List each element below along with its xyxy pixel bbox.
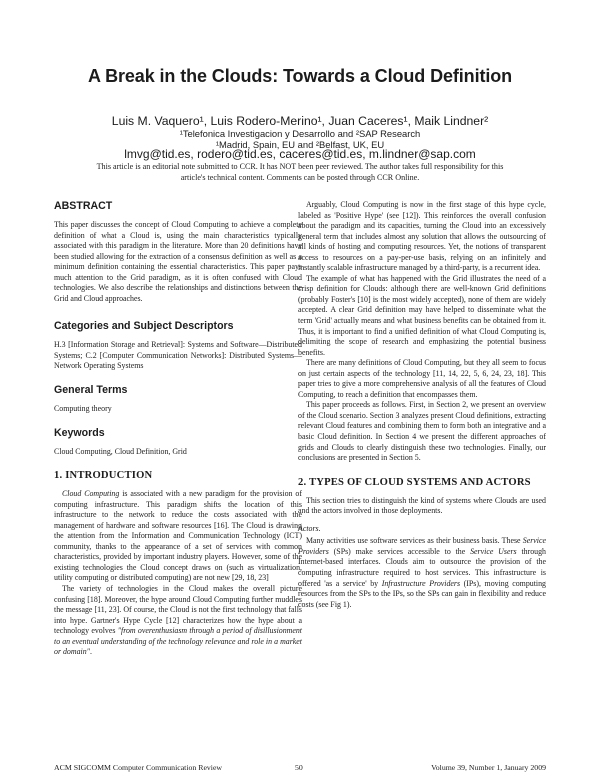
paper-title: A Break in the Clouds: Towards a Cloud Definition <box>87 66 513 86</box>
author-list: Luis M. Vaquero¹, Luis Rodero-Merino¹, Juan Caceres¹, Maik Lindner² <box>111 114 489 128</box>
actors-text-b: (SPs) make services accessible to the <box>328 546 471 556</box>
affiliation-line-1: ¹Telefonica Investigacion y Desarrollo and ²SAP Research <box>179 128 421 139</box>
service-providers-term: Service Providers <box>298 536 546 556</box>
editorial-note: This article is an editorial note submitted to CCR. It has NOT been peer reviewed. The author takes full responsibility for this article's technical content. Comments can be posted through CCR Online. <box>96 162 504 182</box>
infrastructure-providers-term: Infrastructure Providers <box>381 578 461 588</box>
affiliation-line-2: ¹Madrid, Spain, EU and ²Belfast, UK, EU <box>215 139 385 150</box>
general-terms-text: Computing theory <box>54 404 112 414</box>
actors-text-a: Many activities use software services as their business basis. These <box>306 536 523 546</box>
actors-heading: Actors. <box>298 523 321 533</box>
body-paragraph-4: This paper proceeds as follows. First, in Section 2, we present an overview of the Cloud scenario. Section 3 analyzes present Cloud definitions, extracting relevant Cloud features and combining them to form both an integrative and a basic Cloud definition. In Section 4 we present the different approaches of grids and Clouds to clearly distinguish these two technologies. Finally, our conclusions are presented in Section 5. <box>298 400 546 463</box>
left-column <box>54 200 302 658</box>
body-paragraph-1: Arguably, Cloud Computing is now in the first stage of this hype cycle, labeled as 'Positive Hype' (see [12]). This reinforces the overall confusion about the paradigm and its capacities, turning the Cloud into an excessively general term that includes almost any solution that allows the outsourcing of all kinds of hosting and computing resources. Yet, the notions of transparent access to resources on a pay-per-use basis, relying on an infinitely and instantly scalable infrastructure managed by a third-party, is a recurrent idea. <box>298 200 546 273</box>
introduction-paragraph-1 <box>54 489 302 584</box>
general-terms-heading: General Terms <box>54 384 128 397</box>
section-2-intro: This section tries to distinguish the kind of systems where Clouds are used and the actors involved in those deployments. <box>298 495 546 516</box>
cloud-computing-term: Cloud Computing <box>62 489 120 499</box>
keywords-heading: Keywords <box>54 426 105 439</box>
keywords-text: Cloud Computing, Cloud Definition, Grid <box>54 446 187 456</box>
service-users-term: Service Users <box>470 546 517 556</box>
actors-text-d: (IPs), moving computing resources from the SPs to the IPs, so the SPs can gain in flexibility and reduce costs (see Fig 1). <box>298 578 546 609</box>
footer-page-number: 50 <box>295 763 303 772</box>
body-paragraph-3: There are many definitions of Cloud Computing, but they all seem to focus on just certain aspects of the technology [11, 14, 22, 5, 6, 24, 23, 18]. This paper tries to give a more comprehensive analysis of all the features of Cloud Computing, to reach a definition that encompasses them. <box>298 358 546 399</box>
introduction-heading: 1. INTRODUCTION <box>54 470 153 482</box>
hype-cycle-quote: "from overenthusiasm through a period of disillusionment to an eventual understanding of the technology relevance and role in a market or domain" <box>54 626 302 657</box>
author-emails: lmvg@tid.es, rodero@tid.es, caceres@tid.es, m.lindner@sap.com <box>124 147 476 161</box>
footer-volume: Volume 39, Number 1, January 2009 <box>431 763 546 772</box>
abstract-text: This paper discusses the concept of Cloud Computing to achieve a complete definition of what a Cloud is, using the main characteristics typically associated with this paradigm in the literature. More than 20 definitions have been studied allowing for the extraction of a consensus definition as well as a minimum definition containing the essential characteristics. This paper pays much attention to the Grid paradigm, as it is often confused with Cloud technologies. We also describe the relationships and distinctions between the Grid and Cloud approaches. <box>54 220 302 303</box>
actors-text-c: through Internet-based interfaces. Clouds aim to outsource the provision of the computing infrastructure required to host services. This infrastructure is offered 'as a service' by <box>298 546 546 588</box>
introduction-paragraph-2 <box>54 584 302 658</box>
abstract-heading: ABSTRACT <box>54 200 113 212</box>
categories-text: H.3 [Information Storage and Retrieval]: Systems and Software—Distributed Systems; C.2 [Computer Communication Networks]: Distributed Systems—Network Operating Systems <box>54 340 302 371</box>
introduction-paragraph-1-text: is associated with a new paradigm for the provision of computing infrastructure. This paradigm shifts the location of this infrastructure to the network to reduce the costs associated with the management of hardware and software resources [16]. The Cloud is drawing the attention from the Information and Communication Technology (ICT) community, thanks to the appearance of a set of services with common characteristics, provided by important industry players. However, some of the existing technologies the Cloud concept draws on (such as virtualization, utility computing or distributed computing) are not new [29, 18, 23] <box>54 489 302 583</box>
introduction-paragraph-2-text: The variety of technologies in the Cloud makes the overall picture confusing [18]. Moreover, the hype around Cloud Computing further muddles the message [11, 23]. Of course, the Cloud is not the first technology that falls into hype. Gartner's Hype Cycle [12] characterizes how the hype about a technology evolves <box>54 584 302 636</box>
body-paragraph-2: The example of what has happened with the Grid illustrates the need of a crisp definition for Clouds: although there are well-known Grid definitions (probably Foster's [10] is the most widely accepted), none of them are widely accepted. A clear Grid definition may have helped to disseminate what the term 'Grid' actually means and what business benefits can be obtained from it. Thus, it is important to find a unified definition of what Cloud Computing is, delimiting the scope of research and emphasizing the potential business benefits. <box>298 273 546 357</box>
section-2-heading: 2. TYPES OF CLOUD SYSTEMS AND ACTORS <box>298 476 531 488</box>
introduction-paragraph-2-end: . <box>89 647 92 657</box>
footer-journal: ACM SIGCOMM Computer Communication Review <box>54 763 223 772</box>
categories-heading: Categories and Subject Descriptors <box>54 320 234 333</box>
actors-paragraph <box>298 536 546 610</box>
right-column <box>298 200 546 610</box>
